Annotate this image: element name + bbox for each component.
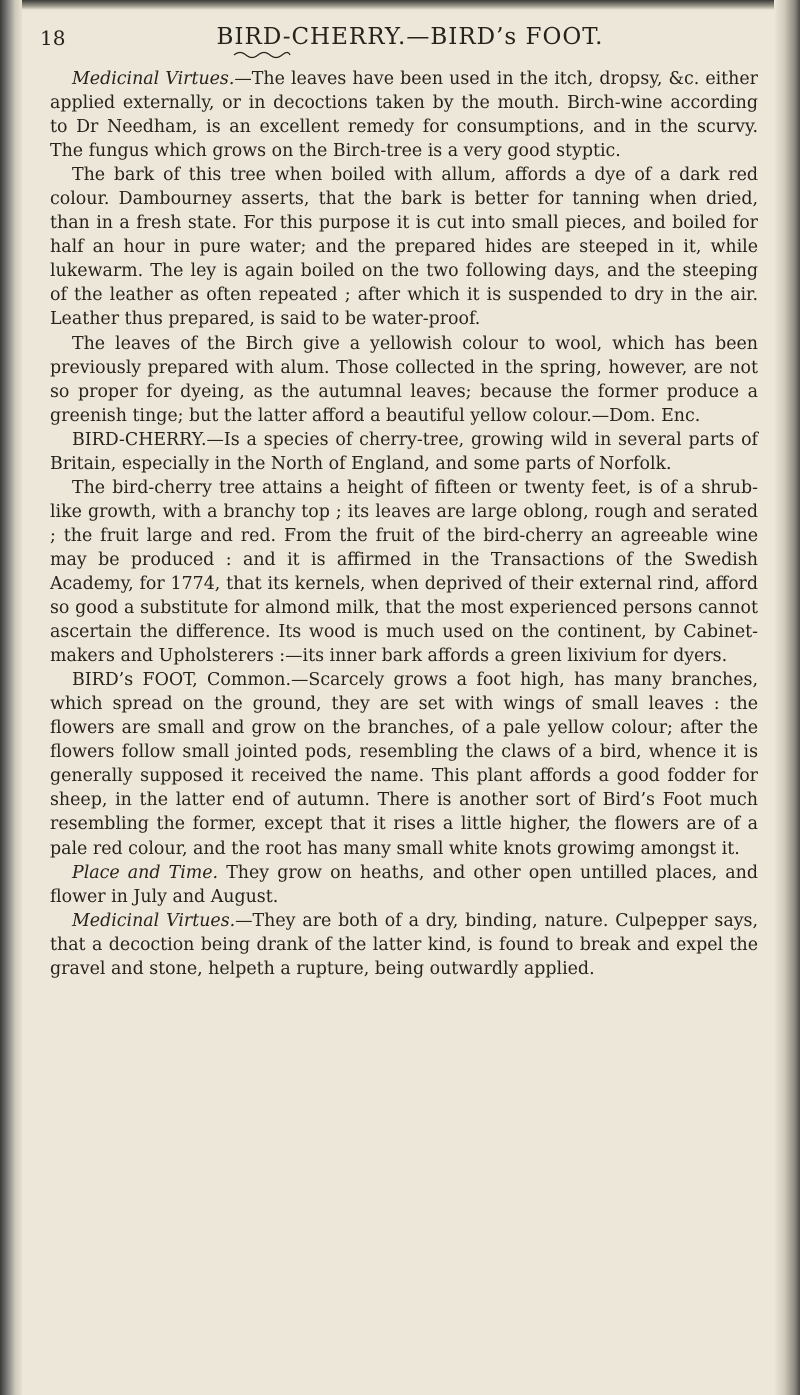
scan-edge-left: [0, 0, 22, 1395]
paragraph-medicinal-virtues-birch: [50, 67, 758, 163]
paragraph-birch-leaves: [50, 332, 758, 428]
paragraph-text: —Scarcely grows a foot high, has many branches, which spread on the ground, they are set with wings of small leaves : the flowers are small and grow on the branches, of a pale yellow colour; after the flowers follow small jointed pods, resembling the claws of a bird, whence it is generally supposed it received the name. This plant affords a good fodder for sheep, in the latter end of autumn. There is another sort of Bird’s Foot much resembling the former, except that it rises a little higher, the flowers are of a pale red colour, and the root has many small white knots growimg amongst it.: [50, 670, 758, 859]
page-number: 18: [40, 26, 66, 50]
scan-edge-top: [0, 0, 800, 10]
scan-edge-right: [774, 0, 800, 1395]
ornament-rule-icon: [232, 48, 292, 58]
paragraph-text: —They are both of a dry, binding, nature. Culpepper says, that a decoction being drank of the latter kind, is found to break and expel the gravel and stone, helpeth a rupture, being outwardly applied.: [50, 910, 758, 979]
paragraph-text: —The leaves have been used in the itch, dropsy, &c. either applied externally, or in decoctions taken by the mouth. Birch-wine according to Dr Needham, is an excellent remedy for consumptions, and in the scurvy. The fungus which grows on the Birch-tree is a very good styptic.: [50, 69, 758, 162]
running-head: BIRD-CHERRY.—BIRD’s FOOT.: [216, 24, 604, 50]
paragraph-birch-bark: [50, 163, 758, 331]
paragraph-text: The leaves of the Birch give a yellowish colour to wool, which has been previously prepared with alum. Those collected in the spring, however, are not so proper for dyeing, as the autumnal leaves; because the former produce a greenish tinge; but the latter afford a beautiful yellow colour.—Dom. Enc.: [50, 333, 758, 426]
paragraph-birds-foot: [50, 668, 758, 860]
body-text: [50, 67, 758, 981]
paragraph-bird-cherry: [50, 428, 758, 476]
side-heading: Medicinal Virtues.: [72, 69, 235, 89]
paragraph-text: The bark of this tree when boiled with allum, affords a dye of a dark red colour. Dambourney asserts, that the bark is better for tanning when dried, than in a fresh state. For this purpose it is cut into small pieces, and boiled for half an hour in pure water; and the prepared hides are steeped in it, while lukewarm. The ley is again boiled on the two following days, and the steeping of the leather as often repeated ; after which it is suspended to dry in the air. Leather thus prepared, is said to be water-proof.: [50, 165, 758, 330]
paragraph-bird-cherry-tree: [50, 476, 758, 668]
paragraph-place-and-time: [50, 861, 758, 909]
entry-heading: BIRD’s FOOT, Common.: [72, 670, 292, 691]
paragraph-medicinal-virtues-birds-foot: [50, 909, 758, 981]
side-heading: Medicinal Virtues.: [72, 910, 236, 931]
paragraph-text: —Is a species of cherry-tree, growing wild in several parts of Britain, especially in the North of England, and some parts of Norfolk.: [50, 429, 758, 474]
paragraph-text: The bird-cherry tree attains a height of fifteen or twenty feet, is of a shrub-like growth, with a branchy top ; its leaves are large oblong, rough and serated ; the fruit large and red. From the fruit of the bird-cherry an agreeable wine may be produced : and it is affirmed in the Transactions of the Swedish Academy, for 1774, that its kernels, when deprived of their external rind, afford so good a substitute for almond milk, that the most experienced persons cannot ascertain the difference. Its wood is much used on the continent, by Cabinet-makers and Upholsterers :—its inner bark affords a green lixivium for dyers.: [50, 477, 758, 667]
side-heading: Place and Time.: [72, 862, 219, 883]
entry-heading: BIRD-CHERRY.: [72, 429, 207, 450]
page-header: [40, 18, 760, 52]
paragraph-text: They grow on heaths, and other open untilled places, and flower in July and August.: [50, 862, 758, 907]
